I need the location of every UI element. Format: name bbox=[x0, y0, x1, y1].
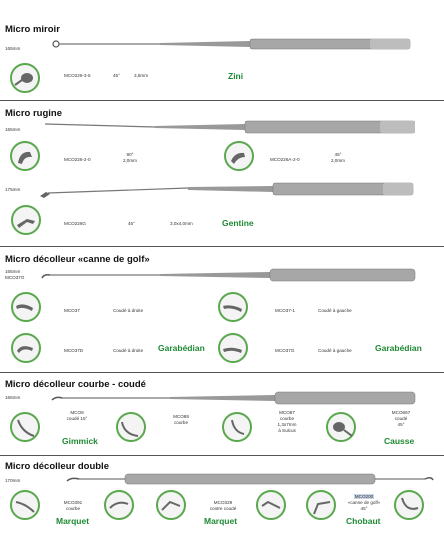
brand-label: Garabédian bbox=[375, 343, 422, 353]
instrument-micro-miroir bbox=[50, 36, 415, 52]
section-title-canne-de-golf: Micro décolleur «canne de golf» bbox=[5, 254, 150, 265]
item-desc: courbe bbox=[173, 420, 189, 425]
item-extra2: à Sulcus bbox=[278, 428, 296, 433]
item-angle: 90° bbox=[126, 152, 134, 157]
brand-label: Zini bbox=[228, 71, 244, 81]
tip-detail-circle bbox=[10, 412, 40, 442]
brand-label: Gimmick bbox=[62, 436, 98, 446]
item-desc: courbe bbox=[65, 506, 81, 511]
tip-detail-circle bbox=[224, 141, 254, 171]
tip-detail-circle bbox=[10, 63, 40, 93]
tip-detail-circle bbox=[11, 205, 41, 235]
item-desc: Coudé à droite bbox=[113, 348, 144, 353]
tip-detail-circle bbox=[11, 333, 41, 363]
tip-detail-circle bbox=[218, 292, 248, 322]
length-label: 165mm bbox=[5, 46, 21, 51]
item-desc: Coudé à gauche bbox=[318, 308, 352, 313]
item-desc: coudé bbox=[394, 416, 408, 421]
instrument-courbe-coude bbox=[50, 390, 420, 406]
instrument-canne-de-golf bbox=[40, 266, 420, 284]
item-size: 2,0mm bbox=[122, 158, 138, 163]
length-label: 165mm bbox=[5, 127, 21, 132]
length-label: 165mm bbox=[5, 269, 21, 274]
tip-detail-circle bbox=[256, 490, 286, 520]
item-angle: 45° bbox=[334, 152, 342, 157]
item-ref: MCO226G bbox=[64, 221, 86, 226]
brand-label: Marquet bbox=[56, 516, 90, 526]
item-ref: MCO226A-2-0 bbox=[270, 157, 300, 162]
instrument-micro-rugine bbox=[45, 116, 415, 136]
item-ref: MCO226-2-0 bbox=[64, 157, 91, 162]
item-ref: MCO37G bbox=[275, 348, 295, 353]
tip-detail-circle bbox=[104, 490, 134, 520]
section-title-micro-miroir: Micro miroir bbox=[5, 24, 60, 35]
brand-label: Causse bbox=[384, 436, 415, 446]
section-title-double: Micro décolleur double bbox=[5, 461, 109, 472]
tip-detail-circle bbox=[10, 141, 40, 171]
length-label: 165mm bbox=[5, 395, 21, 400]
item-size: 3,0x4,0mm bbox=[170, 221, 193, 226]
item-ref: MCO37 bbox=[64, 308, 80, 313]
section-divider bbox=[0, 372, 444, 373]
item-ref: MCO391 bbox=[63, 500, 83, 505]
handle-ref: MCO37G bbox=[5, 275, 25, 280]
item-ref: MCO667 bbox=[391, 410, 411, 415]
item-ref: MCO37D bbox=[64, 348, 84, 353]
tip-detail-circle bbox=[10, 490, 40, 520]
item-desc: Coudé à gauche bbox=[318, 348, 352, 353]
instrument-double bbox=[65, 472, 435, 486]
item-desc: «canne de golf» bbox=[347, 500, 381, 505]
item-angle: 45° bbox=[128, 221, 135, 226]
item-extra: 1,3x7mm bbox=[277, 422, 297, 427]
instrument-micro-rugine-gentine bbox=[38, 178, 418, 200]
item-ref-text: MCO200 bbox=[354, 494, 374, 499]
tip-detail-circle bbox=[156, 490, 186, 520]
item-ref: MCO329 bbox=[213, 500, 233, 505]
tip-detail-circle bbox=[11, 292, 41, 322]
item-angle: 45° bbox=[113, 73, 120, 78]
brand-label: Gentine bbox=[222, 218, 254, 228]
section-title-courbe-coude: Micro décolleur courbe - coudé bbox=[5, 379, 146, 390]
item-size: 2,0mm bbox=[330, 158, 346, 163]
item-ref: MCO8 bbox=[70, 410, 84, 415]
item-ref: MCO226-3-5 bbox=[64, 73, 91, 78]
item-ref: MCO87 bbox=[279, 410, 295, 415]
item-desc: Coudé à droite bbox=[113, 308, 144, 313]
brand-label: Garabédian bbox=[158, 343, 205, 353]
item-desc: contre coudé bbox=[209, 506, 237, 511]
item-size: 3,5mm bbox=[134, 73, 149, 78]
brand-label: Chobaut bbox=[346, 516, 381, 526]
length-label: 170mm bbox=[5, 478, 21, 483]
length-label: 175mm bbox=[5, 187, 21, 192]
item-extra: 45° bbox=[397, 422, 405, 427]
item-ref: MCO37-1 bbox=[275, 308, 295, 313]
item-desc: coudé 15° bbox=[66, 416, 88, 421]
tip-detail-circle bbox=[394, 490, 424, 520]
item-ref: MCO88 bbox=[173, 414, 189, 419]
section-divider bbox=[0, 455, 444, 456]
tip-detail-circle bbox=[222, 412, 252, 442]
section-divider bbox=[0, 100, 444, 101]
section-divider bbox=[0, 246, 444, 247]
section-title-micro-rugine: Micro rugine bbox=[5, 108, 63, 119]
brand-label: Marquet bbox=[204, 516, 238, 526]
item-desc: courbe bbox=[279, 416, 295, 421]
tip-detail-circle bbox=[116, 412, 146, 442]
item-extra: 45° bbox=[360, 506, 368, 511]
tip-detail-circle bbox=[326, 412, 356, 442]
tip-detail-circle bbox=[218, 333, 248, 363]
item-ref bbox=[346, 494, 382, 500]
tip-detail-circle bbox=[306, 490, 336, 520]
